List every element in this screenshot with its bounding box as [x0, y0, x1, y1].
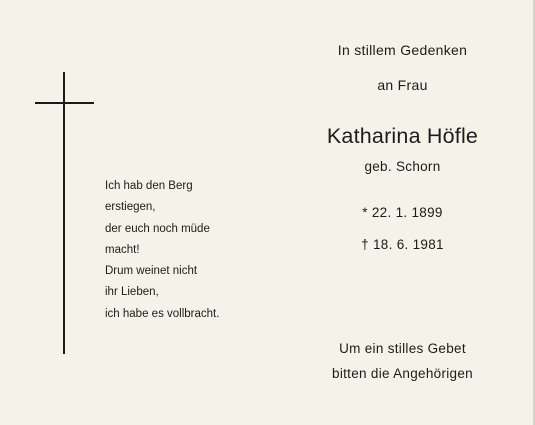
cross-vertical-beam	[63, 72, 65, 354]
poem-line: ich habe es vollbracht.	[105, 307, 220, 320]
birth-date: * 22. 1. 1899	[362, 205, 443, 220]
death-date: † 18. 6. 1981	[361, 237, 444, 252]
poem-line: Drum weinet nicht	[105, 265, 198, 278]
maiden-name: geb. Schorn	[364, 159, 441, 174]
closing-line: bitten die Angehörigen	[332, 366, 473, 381]
memorial-poem	[105, 176, 275, 325]
memorial-notice	[300, 0, 535, 425]
poem-line: Ich hab den Berg	[105, 180, 193, 192]
deceased-name: Katharina Höfle	[326, 124, 479, 148]
cross-horizontal-beam	[35, 102, 94, 104]
closing-line: Um ein stilles Gebet	[339, 341, 466, 356]
notice-addressee: an Frau	[377, 77, 428, 93]
poem-line: macht!	[105, 243, 140, 256]
poem-line: erstiegen,	[105, 201, 156, 214]
poem-line: ihr Lieben,	[105, 286, 159, 299]
poem-line: der euch noch müde	[105, 222, 210, 235]
notice-heading: In stillem Gedenken	[337, 42, 468, 58]
